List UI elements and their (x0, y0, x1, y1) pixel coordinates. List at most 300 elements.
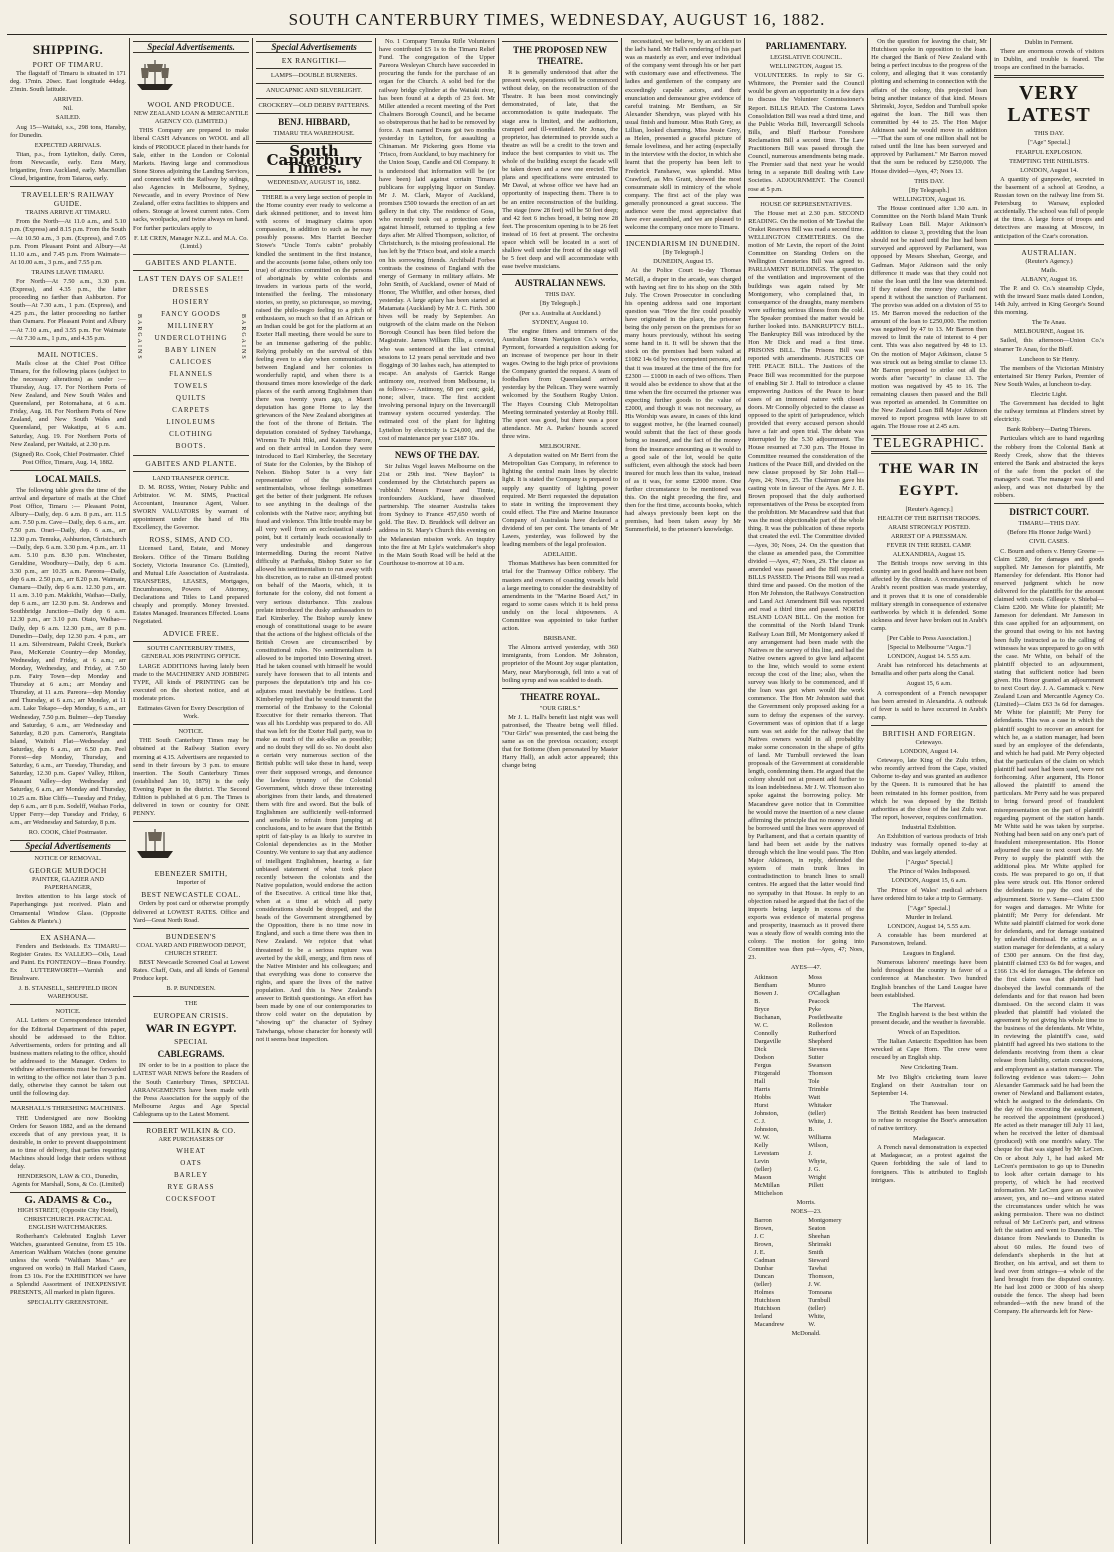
london-date-9: LONDON, August 14. (1020, 166, 1078, 174)
local-mails-sign: RO. COOK, Chief Postmaster. (28, 828, 108, 836)
special-melbourne: [Special to Melbourne "Argus."] (887, 644, 971, 652)
column-4 (376, 38, 499, 1544)
land-title: LAND TRANSFER OFFICE. (152, 474, 230, 482)
civil-cases: CIVIL CASES. (1029, 538, 1069, 546)
threshing-title: MARSHALL'S THRESHING MACHINES. (10, 1105, 126, 1113)
brisbane-label: BRISBANE. (543, 635, 577, 643)
court-text: C. Bourn and others v. Henry Greene —Claim £280, for damages and goods supplied. Mr Jameson for plaintiffs, Mr Hamersley for defendant. His Honor had reserved judgment which he now delivered for the plaintiffs for the amount claimed with costs. Gillespie v. Shiebal—Claim £200. Mr White for plaintiff; Mr Jameson for defendant. Mr Jameson in this case applied for an adjournment, on the ground that owing to his not having been fully instructed as to the calling of witnesses he was unprepared to go on with the case. Mr White, on behalf of the plaintiff objected to an adjournment, stating that sufficient notice had been given. His Honor granted an adjournment to next Court day. J. A. Gammack v. New Zealand Loan and Mercantile Agency Co. (Limited)—Claim £63 3s 6d for damages. Mr White for plaintiff; Mr Perry for defendants. This was a case in which the plaintiff sought to recover an amount for which he, as a station manager, had been sued by an employee of the defendants, and which he had paid. Mr Perry objected that the particulars of the claim on which plaintiff had sued had been sued, were not forthcoming. After argument, His Honor allowed the plaintiff to amend the particulars. Mr Perry said he was prepared to bring forward proof of fraudulent misrepresentation on the part of plaintiff regarding payment of the station hands. Mr White said he was taken by surprise. Nothing had been said on any one's part of fraudulent misrepresentation. His Honor adjourned the case to next court day. Mr Perry to supply the plaintiff with the additional plea. Mr White applied for costs. He was prepared to go on, if that plea were struck out. His Honor ordered the defendants to pay the cost of the adjournment. Storie v. Same—Claim £300 for wages and damages. Mr White for plaintiff; Mr Perry for defendant. Mr White said plaintiff claimed for work done for defendants, and for damage sustained by unlawful dismissal. He acting as a station manager for defendants, at a salary of £300 per annum. On the first day, plaintiff claimed £33 6s 8d for wages, and £166 13s 4d for damages. The defence on the first claim was that plaintiff had disobeyed the lawful commands of the defendants and for that reason had been dismissed. On the second claim it was pleaded that plaintiff had violated the agreement by not giving his whole time to the business of the defendants. Mr White, in reviewing the plaintiff's case, said plaintiff had agreed his two stations to the defendants receiving from them a clear release from liability, certain concessions, and employment as a station manager. The following evidence was taken:— John Alexander Gammack said he had been the owner of Newland and Ballamont estates, which he assigned to the defendants. On the day of his executing the assignment, he received the appointment (produced.) He acted as their manager till July 11 last, when he received the letter of dismissal (produced) with one month's salary. The cheque for that was signed by Mr LeCren. On or about July 1, he had asked Mr LeCren's permission to go up to Dunedin to look after certain damage to his property, of which he had received information. Mr LeCren gave an evasive answer, yes, and no—and witness stated the circumstances under which he was asking permission. There was no distinct refusal of Mr LeCren's part, and witness left the station and went to Dunedin. The distance from Newlands to Dunedin is about 60 miles. He found two of defendant's shepherds in the hut at Brother, on his arrival, and set them to lead over from stringes—a whole of the land brought from the disputed country. He had lost 2000 or 3000 of his sheep outside the fence. The sheep had been rebranded—with the new brand of the Company. He afterwards left for New- (994, 547, 1104, 1316)
division-name: Barron (754, 1216, 772, 1224)
wilkin-item: OATS (180, 1159, 202, 1168)
murder-text: A constable has been murdered at Parsonstown, Ireland. (871, 932, 988, 948)
theatre-royal-text: Mr J. L. Hall's benefit last night was well patronised, the Theatre being well filled. "Our Girls" was presented, the cast being the same as on the previous occasion; except that for Bottome (then personated by Master Harry Hall), an adult actor appeared; this change being (502, 713, 619, 770)
noes-column-b (808, 1217, 858, 1329)
brisbane-text: The Almora arrived yesterday, with 360 immigrants, from London. Mr Johnston, proprietor of the Mount Joy sugar plantation, Mary, near Maryborough, fell into a vat of boiling syrup and was scalded to death. (502, 644, 619, 684)
lamps: LAMPS—DOUBLE BURNERS. (270, 72, 358, 80)
this-day-9: THIS DAY. (1034, 130, 1064, 138)
bargains-right: BARGAINS (240, 313, 247, 361)
luncheon-title: Luncheon to Sir Henry. (1019, 355, 1079, 363)
gabites-title: GABITES AND PLANTE. (145, 257, 237, 267)
ayes-column-a (754, 974, 804, 1198)
explosion-text: A quantity of gunpowder, secreted in the basement of a school at Grodno, a Russian town on the railway line from St. Petersburg to Warsaw, exploded accidentally. The school was full of people at the time. A large force of troops and detectives are massing at Moscow, in anticipation of the Czar's coronation. (994, 175, 1104, 240)
ship-icon (133, 58, 177, 92)
threshing-sign: HENDERSON, LAW & CO., Dunedin, Agents for Marshall, Sons, & Co. (Limited) (12, 1173, 125, 1189)
division-name: Montgomery (808, 1216, 842, 1224)
wreck-text: The Italian Antarctic Expedition has been wrecked at Cape Horn. The crew were rescued by an English ship. (871, 1038, 988, 1062)
wilkin-items (133, 1145, 249, 1205)
mcdonald: McDonald. (791, 1329, 821, 1337)
division-name: Brown, J. E. (754, 1240, 774, 1256)
dublin-title: Dublin in Ferment. (1024, 39, 1074, 46)
division-name: Turnbull (teller) (808, 1296, 831, 1312)
crockery: CROCKERY—OLD DERBY PATTERNS. (258, 102, 370, 110)
prince-title: The Prince of Wales Indisposed. (887, 868, 971, 876)
melbourne-label: MELBOURNE. (539, 443, 581, 451)
per-ss: (Per s.s. Australia at Auckland.) (519, 309, 601, 317)
wellington-date-8: WELLINGTON, August 16. (892, 195, 966, 203)
incendiarism-date: DUNEDIN, August 15. (653, 258, 714, 266)
division-name: Thomson (808, 1069, 833, 1077)
division-name: Hall (754, 1077, 766, 1085)
division-name: Holmes (754, 1288, 774, 1296)
division-name: Whyte, J. G. (808, 1157, 827, 1173)
gabites-title-2: GABITES AND PLANTE. (145, 458, 237, 468)
column-3 (253, 38, 376, 1544)
sale-item: CLOTHING (169, 429, 213, 438)
sale-items (133, 284, 249, 452)
cablegrams-text: IN order to be in a position to place the LATEST WAR NEWS before the Readers of the South Canterbury Times, SPECIAL ARRANGEMENTS have been made with the Press Association for the supply of the Melbourne Argus and Age Special Cablegrams up to the Latest Moment. (133, 1062, 250, 1118)
division-name: Ireland (754, 1312, 773, 1320)
division-name: Tomoana (808, 1288, 832, 1296)
ex-title: EX ASHANA— (40, 932, 96, 942)
division-name: Steward (808, 1256, 830, 1264)
british-foreign-title: BRITISH AND FOREIGN. (882, 728, 976, 738)
mails-title: Mails. (1040, 266, 1058, 274)
times-foot: Estimates Given for Every Description of Work. (137, 705, 245, 721)
theatre-royal-title: THEATRE ROYAL. (520, 691, 600, 702)
sale-item: MILLINERY (167, 321, 215, 330)
news-of-day-title: NEWS OF THE DAY. (394, 449, 480, 460)
sale-item: TOWELS (173, 381, 209, 390)
luncheon-text: The members of the Victorian Ministry entertained Sir Henry Parkes, Premier of New South Wales, at luncheon to-day. (994, 364, 1104, 388)
wellington-date: WELLINGTON, August 15. (769, 63, 843, 71)
column-2 (130, 38, 253, 1544)
alexandria-date: ALEXANDRIA, August 15. (892, 551, 966, 559)
local-news-text: No. 1 Company Temuka Rifle Volunteers have contributed £5 1s to the Timaru Relief Fund. The congregation of the Upper Pareora Wesleyan Church have succeeded in procuring the funds for the purchase of an organ for the Church. A solid bed for the railway bridge cylinder at the Waitaki river, has been found at a depth of 23 feet. Mr Miller attended a recent meeting of the Port Chalmers Borough Council, and he became so obstreperous that he had to be removed by force. A man named Evans got two months yesterday in Lyttelton, for assaulting a Chinaman. Mr Pickering goes Home via 'Frisco, from Auckland, to buy machinery for the Union Soap, Candle and Oil Company. It is understood that information will be (or have been) laid against certain Timaru publicans for supplying liquor on Sunday. Mr J. M. Clark, Mayor of Auckland, promises £500 towards the erection of an art gallery in that city. The residence of Goss, who recently took out a protection order against himself, returned to tippling a few days after. Mr Alfred Thompson, solicitor, of Christchurch, is the missing professional. He has left by the 'Frisco boat, and stole a march on his sorrowing friends. Archibald Forbes contrasts the cosiness of England with the energy of Germany in military affairs. Mr John Smith, of Auckland, owner of Maid of Honor, The Whiffler, and other horses, died yesterday. A large apiary has been started at Matamata (Auckland) by Mr J. C. Firth. 300 hives will be ready by September. An outgrowth of the claim made on the Nelson Borough Council has been filed before the Magistrate. James William Ellis, a convict, who was sentenced at the last criminal sessions to 12 years penal servitude and two floggings of 30 lashes each, has attempted to escape. An analysis of Garrick Range antimony ore, received from Melbourne, is as follows:— Antimony, 68 per cent; gold, none; silver, trace. The first accident involving personal injury on the Invercargill tramway system occurred yesterday. The estimated cost of the plant for lighting Lyttelton by electricity is £24,000, and the cost of maintenance per year £187 10s. (379, 38, 496, 442)
expected-title: EXPECTED ARRIVALS. (34, 141, 102, 149)
alexandria-text: The British troops now serving in this country are in good health and have not been affected by the climate. A reconnaissance of Arabi's recent position was made yesterday, and it proves that it is one of considerable military strength in consequence of extensive earthworks by which it is defended. Some sickness and fever have broken out in Arabi's camp. (871, 560, 988, 632)
division-name: Cadman (754, 1256, 776, 1264)
sale-item: BOOTS. (175, 441, 207, 450)
ross-foot: ADVICE FREE. (162, 629, 220, 639)
noes-title: NOES—23. (790, 1207, 822, 1215)
sale-title: LAST TEN DAYS OF SALE!! (138, 273, 244, 283)
noes-list (748, 1217, 864, 1329)
division-name: Williams (808, 1133, 832, 1141)
ex-text: Fenders and Bedsteads. Ex TIMARU—Register Grates. Ex VALLEJO—Oils, Lead and Paint. Ex FONTENOY—Brass Foundry. Ex LUTTERWORTH—Varnish and Brushware. (10, 942, 127, 983)
sale-item: DRESSES (172, 285, 210, 294)
land-text: D. M. ROSS, Writer, Notary Public and Arbitrator. W. M. SIMS, Practical Accountant, Insurance Agent, Valuer. SWORN VALUATORS by warrant of appointment under the hand of His Excellency, the Governor. (133, 483, 250, 532)
railway-title: TRAVELLER'S RAILWAY GUIDE. (21, 190, 115, 209)
mail-text: Mails close at the Chief Post Office Timaru, for the following places (subject to the necessary alterations) as under :— Thursday, Aug. 17. For Northern Ports of New Zealand, and New South Wales and Queensland, per Rotomahana, at 6 a.m. Friday, Aug. 18. For Northern Ports of New Zealand, and New South Wales and Queensland, per Wakatipu, at 6 a.m. Saturday, Aug. 19. For Northern Ports of New Zealand, per Waitaki, at 2.30 p.m. (10, 359, 127, 448)
column-5 (499, 38, 622, 1544)
division-name: Dunbar (754, 1264, 774, 1272)
anau-title: The Te Anau. (1031, 319, 1067, 327)
times-title: SOUTH CANTERBURY TIMES, GENERAL JOB PRINTING OFFICE. (141, 645, 241, 661)
removal-name: GEORGE MURDOCH (29, 866, 107, 876)
division-name: Mitchelson (754, 1189, 783, 1197)
masthead: SOUTH CANTERBURY TIMES, WEDNESDAY, AUGUST 16, 1882. (7, 4, 1107, 35)
war-in-egypt: WAR IN EGYPT. (145, 1021, 237, 1036)
fearful-explosion: FEARFUL EXPLOSION. (1015, 148, 1083, 156)
sale-item: QUILTS (175, 393, 207, 402)
timaru-this-day: TIMARU—THIS DAY. (1018, 520, 1080, 528)
incendiarism-text: At the Police Court to-day Thomas McGill, a draper in the arcade, was charged with having set fire to his shop on the 30th July. The Crown Prosecutor in concluding his opening address said one important question was "How the fire could possibly have originated in the place, the prisoner being the only person on the premises for so many hours previously, without his seeing some hand in it. It will be shown that the stock on the premises had been valued at £1082 14s 6d by two competent persons, and that it was insured at the time of the fire for £2300 — £1000 in each of two offices. Then it would also be evidence to show that at the time when the fire occurred the prisoner was expecting further goods to the value of £2000, and though it was not necessary, as His Worship was aware, in cases of this kind to suggest motive, he (the learned counsel) would submit that the fact of these goods being so insured, and the fact of the money from the insurance amounting as it would to a good sale of the lot, would be quite sufficient, even although the stock had been insured for much less than its value, instead of as it was, for some £2000 more. One further circumstance to be mentioned was this. On the night preceding the fire, and then for the first time, accounts books, which had always previously been kept on the premises, had been taken away by Mr Summerfield, to the prisoner's knowledge. (625, 267, 742, 534)
this-day: THIS DAY. (545, 291, 575, 299)
dublin-text: There are enormous crowds of visitors in Dublin, and trouble is feared. The troops are confined in the barracks. (994, 48, 1104, 72)
leagues-title: Leagues in England. (902, 950, 956, 958)
editorial-text: THERE is a very large section of people in the Home country ever ready to welcome a dark skinned petitioner, and to invest him with scores of imaginary claims upon compassion, in addition to such as he may possibly possess. Mrs Harriet Beecher Stowe's "Uncle Tom's cabin" probably kindled the sentiment in the first instance, and the accounts (some false, others only too true) of atrocities committed on the persons of aboriginals by white colonists and invaders in various parts of the world, intensified the feeling. The missionary stories, so pretty, so picturesque, so moving, raised the philo-negro feeling to a pitch of enthusiasm, so much so that if an African or an Indian could be got for the platform at an Exeter Hall meeting, there would be sure to be an immense gathering of the public. Relying probably on the survival of this feeling even to a day when communication between England and her colonies is wonderfully rapid, and when there is a thousand times more knowledge of the dark places of the earth among Englishmen than there was twenty years ago, a Maori deputation has gone Home to lay the grievances of the New Zealand aborigines at the foot of the throne of Britain. The deputation consisted of Sydney Taiwhanga, Wiremu Te Puhi Hiki, and Kaieme Parore, and on their arrival in London they were introduced to Earl Kimberley, the Secretary of State for the Colonies, by the Bishop of Nelson. Bishop Suter is a very fair representative of the philo-Maori sentimentalists, whose feelings sometimes get the better of their judgment. He refuses to see anything in the dealings of the colonists with the Native race; anything but fraud and violence. This little trouble may be all very well from an ecclesiastical stand-point, but it certainly leads occasionally to very undesirable and dangerous intermeddling. During the recent Native difficulty at Parihaka, Bishop Suter so far allowed his sentimentalism to run away with his discretion, as to raise an ill-timed protest on behalf of the Maoris, which, it is fortunate for the colony, did not foment a very serious disturbance. This zealous prelate introduced the dusky ambassadors to Earl Kimberley. The Bishop surely knew enough of constitutional usage to be aware that the actions of the highest officials of the British Crown are circumscribed by constitutional rules. No sentimentalism is allowed to be imported into Downing street. Had he taken counsel with himself he would surely have foreseen that to all intents and purposes the deputation's trip and his co-adjutors must inevitably be fruitless. Lord Kimberley replied that he would transmit the memorial of the Embassy to the Colonial Executive for their remarks thereon. That was all his Lordship was prepared to do. All that was left for the Exeter Hall party, was to make as much of the ask-ulke as possible; and no doubt they will do so. No doubt also a certain very numerous section of the British public will take these in hand, weep over their supposed wrongs, and denounce the lawless tyranny of the Colonial Government, which drove these interesting aborigines from their lands, and threatened them with fire and sword. But the bulk of Englishmen are sufficiently well-informed and sensible to refrain from jumping at conclusions, and to be aware that the British spirit of fair-play is as likely to survive in Colonial dependencies as in the Mother Country. We venture to say that any audience of intelligent Englishmen, hearing a fair unbiased statement of what took place recently between the colonists and the Native population, would endorse the action of the Executive. A critical time like that, when at a time at which all party considerations should be dropped, and the heads of the Government strengthened by the Opposition, there is no time now in England, and such a time there was then in New Zealand. We rejoice that what threatened to be a serious rupture was averted by the skill, energy, and firm ness of the Native Minister and his colleagues; and that everything was done to conserve the rights, and spare the lives of the native population. And this is New Zealand's answer to British questionings. An effort has been made by one of our contemporaries to throw cold water on the deputation by "showing up" the character of Sydney Taiwhanga, whose character for honesty will not it seems bear inspection. (256, 193, 373, 1043)
division-name: Hobbs (754, 1093, 771, 1101)
division-name: Kelly (754, 1141, 769, 1149)
division-name: Bryce (754, 1005, 770, 1013)
theatre-review-text: necessitated, we believe, by an accident to the lad's hand. Mr Hall's rendering of his part was as masterly as ever, and ever individual of the company went through his or her part with customary ease and effectiveness. The ladies and gentlemen of the company are exceedingly capable actors, and their enunciation and demeanour give evidence of careful training. Mr Bentham, as Sir Alexander Shendryn, was played with his usual finish and humour. Miss Ruth Grey, as Lillian, looked charming. Miss Jessie Grey, as Helen, presented a graceful picture of female loveliness, and her acting (especially in the interview with the doctor, in which she learnt that the property has been left to Frederick Fanshawe, was splendid. Miss Crawford, as Mrs Grant, showed the most consummate skill in mimicry of the whole company. The first act of the play was generally pronounced a great success. The audience were the most appreciative that have ever assembled, and we are pleased to welcome the company once more to Timaru. (625, 38, 742, 232)
prince-date: LONDON, August 15, 6 a.m. (891, 877, 967, 885)
albany-date: ALBANY, August 16. (1020, 275, 1078, 283)
division-name: Peacock (808, 997, 830, 1005)
by-telegraph: [By Telegraph.] (539, 300, 581, 308)
harvest-text: The English harvest is the best within the present decade, and the weather is favorable. (871, 1010, 988, 1026)
division-name: Shrimski (808, 1240, 832, 1248)
division-name: Stevens (808, 1045, 829, 1053)
removal-text: Invites attention to his large stock of Paperhangings just received. Plain and Ornamental Window Glass. (Opposite Gabites & Plante's.) (10, 893, 127, 925)
rangitiki-title: EX RANGITIKI— (281, 56, 347, 66)
hibbard: BENJ. HIBBARD, (278, 117, 350, 128)
division-name: Mason (754, 1173, 772, 1181)
cetewayo-text: Cetewayo, late King of the Zulu tribes, who recently arrived from the Cape, visited Osborne to-day and was granted an audience by the Queen. It is rumoured that he has been reinstated in his former position, from which he was deposed by the British authorities at the close of the last Zulu war. The report, however, requires confirmation. (871, 757, 988, 821)
murder-title: Murder in Ireland. (905, 913, 953, 921)
wilkin-item: BARLEY (174, 1171, 209, 1180)
bundesen-sub: COAL YARD AND FIREWOOD DEPOT, CHURCH STREET. (136, 941, 246, 957)
bundesen-text: BEST Newcastle Screened Coal at Lowest Rates. Chaff, Oats, and all kinds of General Produce kept. (133, 958, 250, 983)
wilkin-item: COCKSFOOT (165, 1195, 217, 1204)
division-name: Shepherd (808, 1037, 833, 1045)
fever-head: FEVER IN THE REBEL CAMP. (886, 541, 972, 549)
division-name: Munro (808, 981, 826, 989)
robbery-text: Particulars which are to hand regarding the robbery from the Colonial Bank at Reedy Creek, show that the thieves entered the Bank and abstracted the keys of the safe from the pocket of the manager's coat. The manager was ill and asleep, and was not disturbed by the robbers. (994, 435, 1104, 500)
incendiarism-title: INCENDIARISM IN DUNEDIN. (625, 239, 741, 249)
smith-coal: BEST NEWCASTLE COAL. (141, 890, 241, 900)
wilkin-item: RYE GRASS (167, 1183, 215, 1192)
health-head: HEALTH OF THE BRITISH TROOPS. (877, 514, 981, 522)
notice-text: ALL Letters or Correspondence intended for the Editorial Department of this paper, should be addressed to the Editor. Advertisements, orders for printing and all business matters relating to the office, should be addressed to the Manager. Orders to withdraw advertisements must be forwarded in writing to the office not later than 3 p.m. daily, otherwise they cannot be taken out until the following day. (10, 1017, 127, 1098)
division-name: Bowen J. B. (754, 989, 779, 1005)
division-name: Wilson, J. (808, 1141, 828, 1157)
prince-text: The Prince of Wales' medical advisers have ordered him to take a trip to Germany. (871, 886, 988, 902)
mail-title: MAIL NOTICES. (37, 349, 99, 359)
anau-date: MELBOURNE, August 16. (1013, 328, 1085, 336)
column-9 (991, 38, 1107, 1544)
cricket-text: Mr Ivo Bligh's cricketing team leave England on their Australian tour on September 14. (871, 1073, 988, 1097)
division-name: Pyke (808, 1005, 821, 1013)
division-name: Dargaville (754, 1037, 781, 1045)
legislative-council: LEGISLATIVE COUNCIL. (770, 54, 843, 61)
cetewayo-title: Cetewayo. (915, 738, 943, 746)
bundesen-title: BUNDESEN'S (165, 931, 217, 941)
division-name: Thomson, J. W. (808, 1272, 834, 1288)
division-name: Harris (754, 1085, 771, 1093)
loan-title: NEW ZEALAND LOAN & MERCANTILE AGENCY CO. (LIMITED.) (133, 110, 249, 126)
division-name: Pillett (808, 1181, 824, 1189)
age-special-9: ["Age" Special.] (1027, 139, 1071, 147)
special-label: SPECIAL (174, 1037, 208, 1047)
telegraphic-title: TELEGRAPHIC. (873, 435, 985, 451)
noes-column-a (754, 1217, 804, 1329)
column-6 (622, 38, 745, 1544)
expected-text: Titan, p.s., from Lyttelton, daily. Ceres, from Newcastle, early. Ezra Mary, brigantine, from Auckland, early. Macmillan Cloud, brigantine, from Taiaroa, early. (10, 150, 127, 183)
ayes-list (748, 974, 864, 1198)
mails-text: The P. and O. Co.'s steamship Clyde, with the inward Suez mails dated London, 14th July, arrived in King George's Sound this morning. (994, 284, 1104, 317)
theatre-text: It is generally understood that after the present week, operations will be commenced without delay, on the reconstruction of the Theatre. It has been most convincingly demonstrated, of late, that the accommodation is quite inadequate. The stage area is limited, and the auditorium, cramped and ill-ventilated. Mr Jonas, the proprietor, has determined to provide such a theatre as will be a credit to the town and induce the best companies to visit us. The whole of the building except the facade will be taken down and a new one erected. The plans and specifications were entrusted to Mr Daval, at whose office we have had an opportunity of inspecting them. There is to be an entire reconstruction of the building. The stage (now 28 feet) will be 50 feet deep; and 42 feet 6 inches broad, it being now 28 feet. The proscenium opening is to be 26 feet instead of 16 feet at present. The orchestra space which will be located in a sort of shallow well under the front of the stage will be 5 feet deep and will accommodate with ease twelve musicians. (502, 69, 619, 271)
division-name: Hurst (754, 1101, 769, 1109)
sale-item: BABY LINEN (165, 345, 217, 354)
division-name: Connolly (754, 1029, 778, 1037)
notice-title: NOTICE. (55, 1008, 81, 1016)
removal-trade: PAINTER, GLAZIER AND PAPERHANGER, (32, 876, 105, 892)
ross-text: Licensed Land, Estate, and Money Brokers. Office of the Timaru Building Society, Victoria Insurance Co. (Limited), and Mutual Life Association of Australasia. TRANSFERS, LEASES, Mortgages, Encumbrances, Powers of Attorney, Declarations and Titles to Land prepared cheaply and promptly. Money Invested. Estates Managed. Insurances Effected. Loans Negotiated. (133, 545, 250, 626)
trains-arrive-title: TRAINS ARRIVE AT TIMARU. (25, 209, 111, 217)
port-title: PORT OF TIMARU. (32, 60, 104, 69)
local-mails-text: The following table gives the time of the arrival and departure of mails at the Chief Post Office, Timaru :— Pleasant Point, Albury—Daily, dep. 6 a.m. 8 p.m., arr. 11.5 a.m. 7.50 p.m. Cave—Daily, dep. 6 a.m., arr. 7.50 p.m. Orari—Daily, dep. 6 a.m., arr 12.30 p.m. Temuka, Ashburton, Christchurch—Daily, dep. 6 a.m. 3.30 p.m. 4 p.m., arr. 11 a.m. 5.10 p.m. 8.30 p.m. Winchester, Geraldine, Woodbury—Daily, dep 6 a.m. 3.30 p.m., arr 10.35 a.m. Pareora—Daily, dep 6 a.m. 2.50 p.m., arr 8.20 p.m. Waimate, Oamaru—Daily, dep 6 a.m. 12.30 p.m., arr. 11 a.m. 3.10 p.m. Makikihi, Waihao—Daily, dep 6 a.m., arr 12.30 p.m. St. Andrews and Southbridge Junction—Daily dep 6 a.m. 12.30 p.m., arr 3.10 p.m. Otaio, Waihao—Daily, dep 6 a.m. 12.30 p.m., arr 8 p.m. Dunedin—Daily, dep 12.30 p.m. 4 p.m., arr 11 a.m. Silverstream, Pakihi Creek, Burke's Pass, McKenzie Country—dep Monday, Wednesday, and Friday, at 6 a.m.; arr Monday, Wednesday, and Friday, at 7.50 p.m. Fairy Town—dep Monday and Thursday at 6 a.m.; arr Monday and Thursday, at 11 a.m. Pareora—dep Monday and Thursday, at 6 a.m.; arr Monday, at 11 a.m. Lake Tekapo—dep Monday, 6 a.m., arr Wednesday, 7.50 p.m. Bulmer—dep Tuesday and Saturday, 6 a.m., arr Wednesday and Saturday, 8.20 p.m. Cameron's, Rangitata Island, Waitohi Flat—Wednesday and Saturday, dep 6 a.m., arr 6.50 p.m. Peel Forest—dep Monday, Thursday, and Saturday, 6 a.m., arr Tuesday, Thursday, and Saturday, 12.30 p.m. Gapes' Valley, Hilton, Pleasant Valley—dep Wednesday and Saturday, 6 a.m., arr Monday and Thursday, 10.25 a.m. Blue Cliffs—Tuesday and Friday, dep 6 a.m., arr 8 p.m. Sodelff, Waihao Forks, Upper Ferry—dep Tuesday and Friday, 6 a.m., arr Wednesday and Saturday, 8 p.m. (10, 486, 127, 826)
column-1 (7, 38, 130, 1544)
local-mails-title: LOCAL MAILS. (35, 473, 101, 484)
column-7 (745, 38, 868, 1544)
notice-text-2: THE South Canterbury Times may be obtained at the Railway Station every morning at 4.15. Advertisers are requested to send in their favours by 3 p.m. to ensure insertion. The South Canterbury Times (established Jan 10, 1879) is the only Evening Paper in the district. The Second Edition is published at 6 p.m. The Times is delivered in town or country for ONE PENNY. (133, 737, 250, 818)
arrest-head: ARREST OF A PRESSMAN. (890, 532, 968, 540)
ayes-column-b (808, 974, 858, 1198)
loan-text: THIS Company are prepared to make liberal CASH Advances on WOOL and all kinds of PRODUCE placed in their hands for Sale, either in the London or Colonial Markets. Having large and commodious Stone Stores adjoining the Landing Services, and connected with the Railway by sidings, also Agencies in Melbourne, Sydney, Newcastle, and in every Province of New Zealand, offer extra facilities to shippers and others. Storage at lowest current rates. Corn sacks, woolpacks, and twine always on hand. For further particulars apply to (133, 127, 250, 232)
newspaper-page (7, 4, 1107, 1544)
division-name: Seaton (808, 1224, 826, 1232)
very-latest-title: VERY LATEST (1007, 82, 1091, 127)
division-name: White, J. B. (808, 1117, 833, 1133)
removal-title: NOTICE OF REMOVAL. (34, 855, 102, 863)
division-name: Trimble (808, 1085, 829, 1093)
tempting-nihilists: TEMPTING THE NIHILISTS. (1009, 157, 1089, 165)
sailed-title: SAILED. (55, 114, 81, 122)
arrived-text: Nil. (63, 105, 73, 113)
times-text: LARGE ADDITIONS having lately been made to the MACHINERY AND JOBBING TYPE, All kinds of PRINTING can be executed on the shortest notice, and at moderate prices. (133, 662, 250, 702)
australian-news-title: AUSTRALIAN NEWS. (514, 278, 606, 289)
reuters-agency: [Reuter's Agency.] (905, 505, 953, 513)
division-name: Levestam (754, 1149, 779, 1157)
london-text: Arabi has reinforced his detachments at Ismailia and other parts along the Canal. (871, 662, 988, 678)
wilkin-title: ROBERT WILKIN & CO. (146, 1126, 236, 1136)
division-name: Rolleston (808, 1021, 833, 1029)
adelaide-text: Thomas Matthews has been committed for trial for the Tramway Office robbery. The masters and owners of coasting vessels held a large meeting to consider the desirability of amendments in the "Marine Board Act," in regard to some cases which it is held press unduly on the local shipowners. A Committee was appointed to take further action. (502, 560, 619, 633)
this-day-8: THIS DAY. (914, 177, 945, 185)
sydney-text: The engine fitters and trimmers of the Australian Steam Navigation Co.'s works, Pyrmont, forwarded a requisition asking for an increase of twopence per hour in their wages. Owing to the high price of provisions the Company granted the request. A team of footballers from Queensland arrived yesterday by the Pelican. They were warmly welcomed by the Southern Rugby Union. The Hayes Coursing Club Metropolitan Meeting terminated yesterday at Rooby Hill. The sport was good, but there was a poor attendance. Mr A. Parkes' hounds scored three wins. (502, 327, 619, 440)
division-name: Swanson (808, 1061, 832, 1069)
column-8 (868, 38, 991, 1544)
council-text: VOLUNTEERS. In reply to Sir G. Whitmore, the Premier said the Council would be given an opportunity in a few days to discuss the Volunteer Commissioner's Report. BILLS READ. The Customs Laws Consolidation Bill was read a third time, and the Public Works Bill, Invercargill Schools Bills, and Bluff Harbour Foreshore Reclamation Bill a second time. The Law Practitioners Bill was passed through the Council, numerous amendments being made. The Premier said that next year he would bring in a separate Bill dealing with Law Societies. ADJOURNMENT. The Council rose at 5 p.m. (748, 72, 865, 193)
the-label: THE (184, 1000, 198, 1008)
division-name: Tawhai (808, 1264, 827, 1272)
sale-item: HOSIERY (172, 297, 210, 306)
special-ads-title-3: Special Advertisements (256, 41, 372, 53)
trains-leave-title: TRAINS LEAVE TIMARU. (31, 268, 105, 276)
special-ads-title-2: Special Advertisements. (133, 41, 249, 53)
our-girls: "OUR GIRLS." (539, 704, 581, 712)
house-text: The House met at 2.30 p.m. SECOND READING. On the motion of Mr Tawhai the Orakei Reserves Bill was read a second time. WELLINGTON CEMETERIES. On the motion of Mr Levin, the report of the Joint Committee on Standing Orders on the Wellington Cemeteries Bill was agreed to. PARLIAMENT BUILDINGS. The question of the ventilation and improvement of the buildings was again raised by Mr Montgomery, who complained that, in consequence of the draughts, many members were suffering serious illness from the cold. The Speaker promised the matter would be further looked into. BANKRUPTCY BILL. The Bankruptcy Bill was introduced by the Hon Mr Dick and read a first time. PRISONS BILL. The Prisons Bill was reported with amendments. JUSTICES OF THE PEACE BILL. The Justices of the Peace Bill was recommitted for the purpose of enabling Sir J. Hall to introduce a clause empowering Justices of the Peace to hear cases of an immoral nature with closed doors. Mr Connolly objected to the clause as opposed to the spirit of jurisprudence, which provided that every accused person should have a fair and open trial. The debate was interrupted by the 5.30 adjournment. The House resumed at 7.30 p.m. The House in Committee resumed the consideration of the Justices of the Peace Bill, and divided on the new clause proposed by Sir John Hall—Ayes, 24; Noes, 25. The Chairman gave his casting vote in favour of the Ayes. Mr J. E. Brown proposed that the duly authorised representatives of the Press be excepted from the prohibition. Mr Macandrew said that that was the most objectionable part of the whole thing. It was the publication of these reports that created the evil. The Committee divided—Ayes, 30; Noes, 24. On the question that the clause as amended pass, the Committee divided —Ayes, 47; Noes, 29. The clause as amended was passed and the Bill reported. BILLS PASSED. The Prisons Bill was read a third time and passed. On the motion of the Hon Mr Johnston, the Railways Construction and Land Act Amendment Bill was reported and read a third time and passed. NORTH ISLAND LOAN BILL. On the motion for the committal of the North Island Trunk Railway Loan Bill, Mr Montgomery asked if any arrangement had been made with the Natives re the survey of this line, and had the Native owners agreed to give land adjacent to the line, which would to some extent recoup the cost of the line; also, when the survey was likely to be commenced, and if the loan was got when would the work commence. The Hon Mr Johnston said that the Government only proposed asking for a sum to defray the expenses of the survey. Government was of opinion that if a large sum was set aside for the railway that the Natives owners would in all probability make some concession in the shape of gifts of land. Mr Turnbull reviewed the loan proposals of the Government at considerable length, condemning them. He argued that the colony should not at present add further to its loan indebtedness. Mr J. W. Thomson also spoke against the borrowing policy. Mr Macandrew gave notice that in Committee he would move the insertion of a new clause affirming the principle that no money should be borrowed until the lines were approved of by Parliament, and that a certain quantity of land had been set aside by the natives through which the line would pass. The Hon Major Atkinson, in reply, defended the system of main trunk lines in contradistinction to branch lines to small centres. He argued that the latter would find no sympathy in that House. In reply to an objection raised he argued that the fact of the imports being largely in excess of the exports was evidence of material progress and prosperity, inasmuch as it proved there was a steady flow of wealth coming into the colony. The motion for going into Committee was then put—Ayes, 47; Noes, 23. (748, 209, 865, 962)
division-name: Fergus (754, 1061, 772, 1069)
editorial-date: WEDNESDAY, AUGUST 16, 1882. (267, 178, 361, 186)
industrial-title: Industrial Exhibition. (901, 823, 957, 831)
adelaide-label: ADELAIDE. (543, 551, 578, 559)
notice-title-2: NOTICE. (178, 728, 204, 736)
newspaper-title: South Canterbury Times. (266, 142, 362, 177)
sale-item: CALICOES (169, 357, 213, 366)
shipping-title: SHIPPING. (32, 42, 104, 57)
electric-text: The Government has decided to light the railway terminus at Flinders street by electricity. (994, 400, 1104, 424)
division-name: Postlethwaite (808, 1013, 843, 1021)
australian-title: AUSTRALIAN. (1021, 247, 1077, 257)
mail-sign: (Signed) Ro. Cook, Chief Postmaster. Chief Post Office, Timaru, Aug. 14, 1882. (11, 450, 125, 466)
division-name: Whitaker (teller) (808, 1101, 832, 1117)
ross-title: ROSS, SIMS, AND CO. (149, 535, 233, 545)
sailed-text: Aug 15—Waitaki, s.s., 298 tons, Hansby, for Dunedin. (10, 123, 127, 139)
ex-sign: J. B. STANSELL, SHEFFIELD IRON WAREHOUSE. (18, 985, 118, 1001)
columns (7, 38, 1107, 1544)
division-name: Atkinson (754, 973, 778, 981)
sale-item: FANCY GOODS (161, 309, 221, 318)
division-name: Bentham (754, 981, 778, 989)
cetewayo-date: LONDON, August 14. (900, 748, 959, 756)
argus-special: ["Argus" Special.] (905, 859, 953, 867)
division-name: O'Callaghan (808, 989, 840, 997)
division-name: Moss (808, 973, 823, 981)
leagues-text: Numerous laborers' meetings have been held throughout the country in favor of a conference at Manchester. Two hundred English branches of the Land League have been established. (871, 959, 988, 999)
wilkin-item: WHEAT (176, 1147, 206, 1156)
wilkin-sub: ARE PURCHASERS OF (158, 1136, 224, 1144)
adams-foot: SPECIALITY GREENSTONE. (27, 1299, 109, 1307)
adams-text: Rotherham's Celebrated English Lever Watches, guaranteed Genuine, from £5 10s. American Waltham Watches (none genuine unless the words "Waltham Mass." are engraved on works) in Hall Marked Cases, from £3 10s. For the EXHIBITION we have a Splendid Assortment of INEXPENSIVE PRESENTS, All marked in plain figures. (10, 1232, 127, 1297)
bundesen-sign: B. P. BUNDESEN. (166, 985, 216, 993)
smith-title: EBENEZER SMITH, (154, 869, 228, 879)
committee-text: On the question for leaving the chair, Mr Hutchison spoke in opposition to the loan. He charged the Bank of New Zealand with being a perfect incubus to the progress of the colony, and alleging that it was constantly plotting and scheming in connection with the affairs of the colony, this projected loan being another instance of that kind. Messrs Shrimski, Joyce, Seddon and Turnbull spoke against the loan. The Bill was then committed by 44 to 25. The Hon Major Atkinson said he would move in addition—"That the sum of one million shall not be raised until the line has been surveyed and approved by Parliament." Mr Barron moved that the sum be reduced by £250,000. The House divided—Ayes, 47; Noes 13. (871, 38, 988, 175)
arabi-head: ARABI STRONGLY POSTED. (888, 523, 971, 531)
cricket-title: New Cricketing Team. (900, 1064, 959, 1072)
incendiarism-by: [By Telegraph.] (662, 249, 704, 257)
adams-title: G. ADAMS & Co., (24, 1194, 112, 1207)
division-name: Levin (teller) (754, 1157, 772, 1173)
division-name: Macandrew (754, 1320, 785, 1328)
anucapnic: ANUCAPNIC AND SILVERLIGHT. (266, 87, 363, 95)
division-name: Watt (808, 1093, 821, 1101)
sale-item: UNDERCLOTHING (154, 333, 228, 342)
reuters-9: (Reuter's Agency.) (1025, 257, 1073, 265)
sale-item: CARPETS (172, 405, 210, 414)
division-name: Brown, J. C (754, 1224, 774, 1240)
wool-title: WOOL AND PRODUCE. (147, 100, 235, 110)
wreck-title: Wreck of an Expedition. (897, 1029, 961, 1037)
flagstaff-text: The flagstaff of Timaru is situated in 171 deg. 17min. 20sec. East longitude 44deg. 23min. South latitude. (10, 70, 127, 94)
district-court-title: DISTRICT COURT. (1009, 507, 1089, 518)
division-name: Smith (808, 1248, 824, 1256)
electric-title: Electric Light. (1030, 391, 1068, 398)
theatre-title: THE PROPOSED NEW THEATRE. (513, 45, 608, 66)
division-name: Fitzgerald (754, 1069, 781, 1077)
division-name: Hutchison (754, 1296, 781, 1304)
ayes-title: AYES—47. (790, 964, 822, 972)
division-name: Hutchison (754, 1304, 781, 1312)
war-in-egypt-title: THE WAR IN EGYPT. (878, 460, 980, 499)
madagascar-title: Madagascar. (913, 1135, 946, 1143)
threshing-text: THE Undersigned are now Booking Orders for Season 1882, and as the demand exceeds that of any previous year, it is desirable, in order to prevent disappointment as to time of delivery, that parties requiring Machines should lodge their orders without delay. (10, 1114, 127, 1171)
transvaal-title: The Transvaal. (910, 1099, 949, 1107)
smith-text: Orders by post card or otherwise promptly delivered at LOWEST RATES. Office and Yard—Great North Road. (133, 900, 250, 924)
adams-sub: HIGH STREET, (Opposite City Hotel), CHRISTCHURCH. PRACTICAL ENGLISH WATCHMAKERS. (17, 1207, 119, 1231)
division-name: Wright (808, 1173, 827, 1181)
european-crisis: EUROPEAN CRISIS. (153, 1011, 229, 1021)
loan-bill-text: The House continued after 1.30 a.m. in Committee on the North Island Main Trunk Railway Loan Bill. Major Atkinson's addition to clause 3, providing that the loan should not be raised until the line had been surveyed and approved by Parliament, was opposed by Messrs Sheehan, George, and Gadman. Major Atkinson said the only difference it made was that they could not raise the loan until the line was determined. If they raised the money they could not spend it without the sanction of Parliament. The proviso was added on a division of 55 to 15. Mr Barron moved the reduction of the amount of the loan to £250,000. The motion was negatived by 47 to 13. Mr Barron then moved to limit the rate of interest to 4 per cent. This was also negatived by 48 to 13. On the motion of Major Atkinson, clause 5 was struck out as being similar to clause 13. Mr Barron proposed to strike out all the words after "security" in clause 13. The motion was negatived by 45 to 16. The remaining clauses then passed and the Bill was reported as amended. In Committee on the New Zealand Loan Bill Major Atkinson moved to report progress with leave to sit again. The House rose at 2.45 a.m. (871, 204, 988, 431)
division-name: Tole (808, 1077, 820, 1085)
per-cable: [Per Cable to Press Association.] (887, 635, 972, 642)
cablegrams-title: CABLEGRAMS. (157, 1049, 225, 1060)
sale-item: LINOLEUMS (166, 417, 216, 426)
news-of-day-text: Sir Julius Vogel leaves Melbourne on the 21st or 29th inst. "New Baylon" is condemned by the Christchurch papers as 'rubbish.' Messrs Fraser and Tinnie, ironfounders Auckland, have dissolved partnership. The steamer Australia takes from Sydney to France 457,650 worth of gold. The Rev. D. Bruddock will deliver an address in St. Mary's Church this evening on the Melanesian mission work. An inquiry into the fire at Mr Lyle's watchmaker's shop in the Main South Road will be held at the Courthouse to-morrow at 10 a.m. (379, 462, 496, 567)
madagascar-text: A French naval demonstration is expected at Madagascar, as a protest against the Queen forbidding the sale of land to foreigners. This is attributed to English intrigues. (871, 1144, 988, 1184)
london-date: LONDON, August 14. 5.55 a.m. (887, 653, 971, 661)
arrived-title: ARRIVED. (53, 96, 83, 104)
aug15-date: August 15, 6 a.m. (906, 680, 952, 688)
division-name: Johnston, C. J. (754, 1109, 779, 1125)
loan-sign: F. LE CREN, Manager N.Z.L. and M.A. Co. (Limtd.) (134, 234, 249, 250)
trains-leave-text: For North—At 7.50 a.m., 3.30 p.m. (Express), and 4.35 p.m., the latter proceeding no farther than Ashburton. For South—At 7.30 a.m., 1 p.m. (Express), and 4.25 p.m., the latter proceeding no farther than Oamaru. For Pleasant Point and Albury—At 7.10 a.m., and 3.55 p.m. For Waimate—At 7.30 a.m., 1 p.m., and 4.35 p.m. (10, 277, 127, 342)
melbourne-text: A deputation waited on Mr Berri from the Metropolitan Gas Company, in reference to lighting the central main lines by electric light. It is stated the Company is prepared to supply any quantity of lighting power required. Mr Berri requested the deputation to state in writing the improvement they could effect. The Fire and Marine Insurance Company of Australasia have declared a dividend of ten per cent. The tenants of Mr Lawes, yesterday, was followed by the leading members of the legal profession. (502, 452, 619, 549)
division-name: White, W. (808, 1312, 826, 1328)
trains-arrive-text: From the North—At 11.0 a.m., and 5.10 p.m. (Express) and 8.15 p.m. From the South—At 10.50 a.m., 3 p.m. (Express), and 7.05 p.m. From Pleasant Point and Albury—At 11.10 a.m., and 7.45 p.m. From Waimate—At 10.00 a.m., 3 p.m., and 7.55 p.m. (10, 218, 127, 266)
parliamentary-title: PARLIAMENTARY. (765, 41, 847, 51)
aug15-text: A correspondent of a French newspaper has been arrested in Alexandria. A outbreak of fever is said to have occurred in Arabi's camp. (871, 689, 988, 721)
harvest-title: The Harvest. (912, 1001, 946, 1009)
bargains-left: BARGAINS (136, 313, 143, 361)
age-special: ["Age" Special.] (908, 904, 951, 912)
division-name: Buchanan, W. C. (754, 1013, 782, 1029)
ship-icon (133, 827, 177, 861)
division-name: Sutter (808, 1053, 824, 1061)
murder-date: LONDON, August 14, 5.55 a.m. (887, 922, 971, 930)
morris: Morris. (796, 1198, 816, 1206)
division-name: Duncan (teller) (754, 1272, 774, 1288)
sale-item: FLANNELS (169, 369, 213, 378)
robbery-title: Bank Robbery—Daring Thieves. (1006, 426, 1092, 434)
warehouse: TIMARU TEA WAREHOUSE. (273, 130, 355, 138)
house-title: HOUSE OF REPRESENTATIVES. (760, 200, 852, 208)
before-judge: (Before His Honor Judge Ward.) (1007, 529, 1091, 537)
anau-text: Sailed, this afternoon—Union Co.'s steamer Te Anau, for the Bluff. (994, 337, 1104, 353)
special-ads-title: Special Advertisements (10, 840, 126, 852)
sydney-date: SYDNEY, August 10. (532, 318, 589, 326)
division-name: Johnston, W. W. (754, 1125, 779, 1141)
division-name: Dick (754, 1045, 767, 1053)
division-name: McMillan (754, 1181, 780, 1189)
division-name: Dodson (754, 1053, 774, 1061)
industrial-text: An Exhibition of various products of Irish industry was formally opened to-day at Dublin, and was largely attended. (871, 832, 988, 857)
division-name: Rutherford (808, 1029, 837, 1037)
transvaal-text: The British Resident has been instructed to refuse to recognise the Boer's annexation of native territory. (871, 1108, 988, 1133)
smith-sub: Importer of (176, 879, 206, 887)
division-name: Sheehan (808, 1232, 830, 1240)
